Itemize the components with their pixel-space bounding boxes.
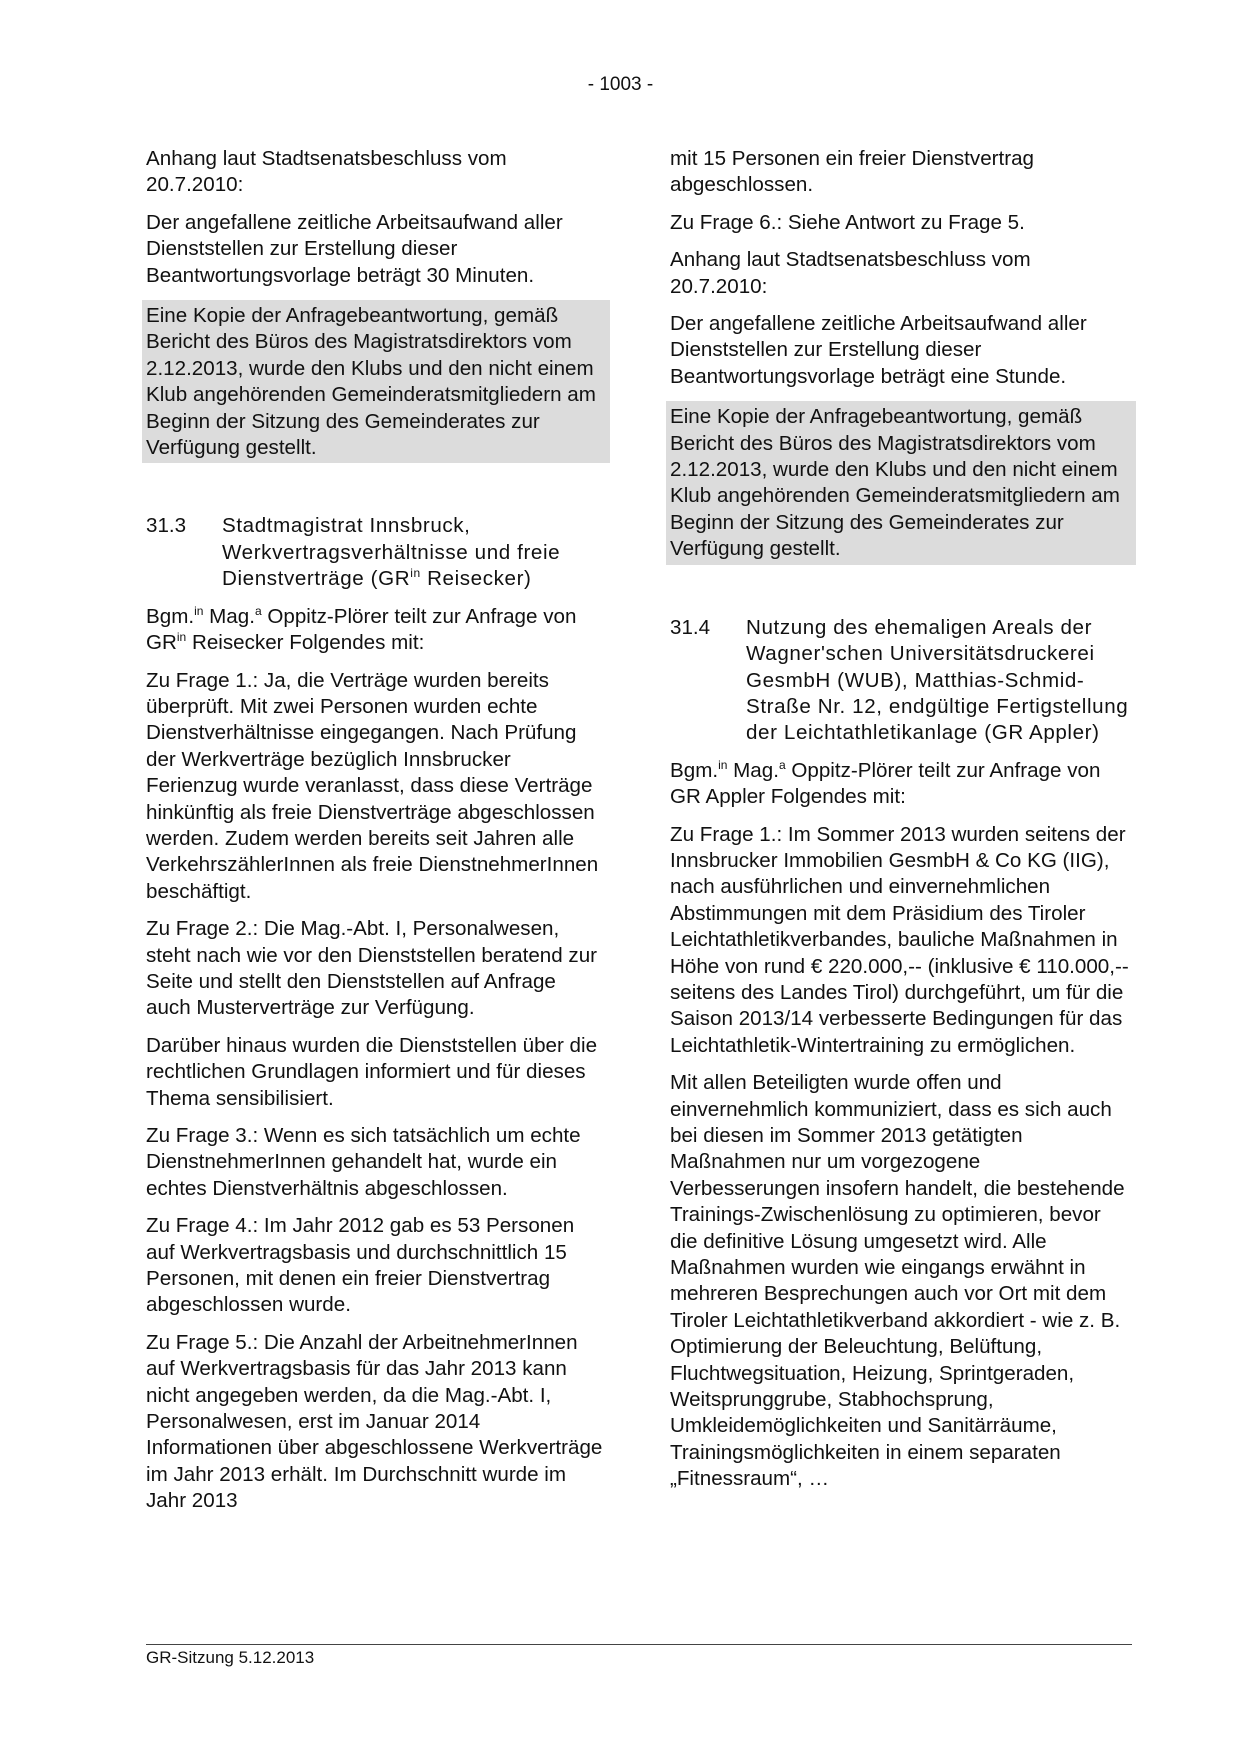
section-number: 31.4	[670, 615, 711, 639]
appendix-note: Anhang laut Stadtsenatsbeschluss vom 20.7.2010:	[670, 248, 1031, 298]
section-title: Nutzung des ehemaligen Areals der Wagner'schen Universitätsdruckerei GesmbH (WUB), Matthias-Schmid-Straße Nr. 12, endgültige Fertigstellung der Leichtathletikanlage (GR Appler)	[746, 615, 1129, 745]
section-heading-31-4	[670, 615, 1132, 747]
workload-note: Der angefallene zeitliche Arbeitsaufwand aller Dienststellen zur Erstellung dieser Beantwortungsvorlage beträgt 30 Minuten.	[146, 210, 563, 287]
right-column	[670, 146, 1132, 1504]
copy-notice-box: Eine Kopie der Anfragebeantwortung, gemäß Bericht des Büros des Magistratsdirektors vom 2.12.2013, wurde den Klubs und den nicht einem Klub angehörenden Gemeinderatsmitgliedern am Beginn der Sitzung des Gemeinderates zur Verfügung gestellt.	[666, 401, 1136, 564]
workload-note: Der angefallene zeitliche Arbeitsaufwand aller Dienststellen zur Erstellung dieser Beantwortungsvorlage beträgt eine Stunde.	[670, 312, 1087, 388]
page-number: - 1003 -	[587, 74, 654, 95]
section-number: 31.3	[146, 514, 187, 538]
answer-question-5: Zu Frage 5.: Die Anzahl der ArbeitnehmerInnen auf Werkvertragsbasis für das Jahr 2013 kann nicht angegeben werden, da die Mag.-Abt. I, Personalwesen, erst im Januar 2014 Informationen über abgeschlossene Werkverträge im Jahr 2013 erhält. Im Durchschnitt wurde im Jahr 2013	[146, 1330, 603, 1513]
appendix-note: Anhang laut Stadtsenatsbeschluss vom 20.7.2010:	[146, 147, 507, 197]
answer-question-1: Zu Frage 1.: Ja, die Verträge wurden bereits überprüft. Mit zwei Personen wurden echte Dienstverhältnisse eingegangen. Nach Prüfung der Werkverträge bezüglich Innsbrucker Ferienzug wurde veranlasst, dass diese Verträge hinkünftig als freie Dienstverträge abgeschlossen werden. Zudem werden bereits seit Jahren alle VerkehrszählerInnen als freie DienstnehmerInnen beschäftigt.	[146, 668, 599, 903]
section-title: Stadtmagistrat Innsbruck, Werkvertragsverhältnisse und freie Dienstverträge ($GR^{in}$ Reisecker)	[222, 514, 561, 591]
answer-question-3: Zu Frage 3.: Wenn es sich tatsächlich um echte DienstnehmerInnen gehandelt hat, wurde ein echtes Dienstverhältnis abgeschlossen.	[146, 1124, 581, 1200]
answer-intro: Bgm.$^{in}$ Mag.$^a$ Oppitz-Plörer teilt zur Anfrage von $GR^{in}$ Reisecker Folgendes mit:	[146, 603, 577, 655]
footer-session-date: GR-Sitzung 5.12.2013	[146, 1648, 315, 1667]
section-heading-31-3	[146, 513, 606, 592]
copy-notice-box: Eine Kopie der Anfragebeantwortung, gemäß Bericht des Büros des Magistratsdirektors vom 2.12.2013, wurde den Klubs und den nicht einem Klub angehörenden Gemeinderatsmitgliedern am Beginn der Sitzung des Gemeinderates zur Verfügung gestellt.	[142, 300, 610, 463]
answer-question-2-continued: Darüber hinaus wurden die Dienststellen über die rechtlichen Grundlagen informiert und für dieses Thema sensibilisiert.	[146, 1033, 598, 1110]
answer-question-6: Zu Frage 6.: Siehe Antwort zu Frage 5.	[670, 210, 1025, 234]
answer-question-1-continued: Mit allen Beteiligten wurde offen und einvernehmlich kommuniziert, dass es sich auch bei diesen im Sommer 2013 getätigten Maßnahmen nur um vorgezogene Verbesserungen insofern handelt, die bestehende Trainings-Zwischenlösung zu optimieren, bevor die definitive Lösung umgesetzt wird. Alle Maßnahmen wurden wie eingangs erwähnt in mehreren Besprechungen auch vor Ort mit dem Tiroler Leichtathletikverband akkordiert - wie z. B. Optimierung der Beleuchtung, Belüftung, Fluchtwegsituation, Heizung, Sprintgeraden, Weitsprunggrube, Stabhochsprung, Umkleidemöglichkeiten und Sanitärräume, Trainingsmöglichkeiten in einem separaten „Fitnessraum“, …	[670, 1071, 1125, 1491]
answer-intro: Bgm.$^{in}$ Mag.$^a$ Oppitz-Plörer teilt zur Anfrage von GR Appler Folgendes mit:	[670, 757, 1101, 809]
answer-question-4: Zu Frage 4.: Im Jahr 2012 gab es 53 Personen auf Werkvertragsbasis und durchschnittlich 15 Personen, mit denen ein freier Dienstvertrag abgeschlossen wurde.	[146, 1214, 575, 1317]
left-column	[146, 146, 606, 1526]
answer-question-5-continued: mit 15 Personen ein freier Dienstvertrag abgeschlossen.	[670, 147, 1034, 197]
answer-question-2: Zu Frage 2.: Die Mag.-Abt. I, Personalwesen, steht nach wie vor den Dienststellen beratend zur Seite und stellt den Dienststellen auf Anfrage auch Musterverträge zur Verfügung.	[146, 917, 598, 1020]
footer-divider	[146, 1644, 1132, 1645]
answer-question-1: Zu Frage 1.: Im Sommer 2013 wurden seitens der Innsbrucker Immobilien GesmbH & Co KG (IIG), nach ausführlichen und einvernehmlichen Abstimmungen mit dem Präsidium des Tiroler Leichtathletikverbandes, bauliche Maßnahmen in Höhe von rund € 220.000,-- (inklusive € 110.000,-- seitens des Landes Tirol) durchgeführt, um für die Saison 2013/14 verbesserte Bedingungen für das Leichtathletik-Wintertraining zu ermöglichen.	[670, 822, 1129, 1057]
